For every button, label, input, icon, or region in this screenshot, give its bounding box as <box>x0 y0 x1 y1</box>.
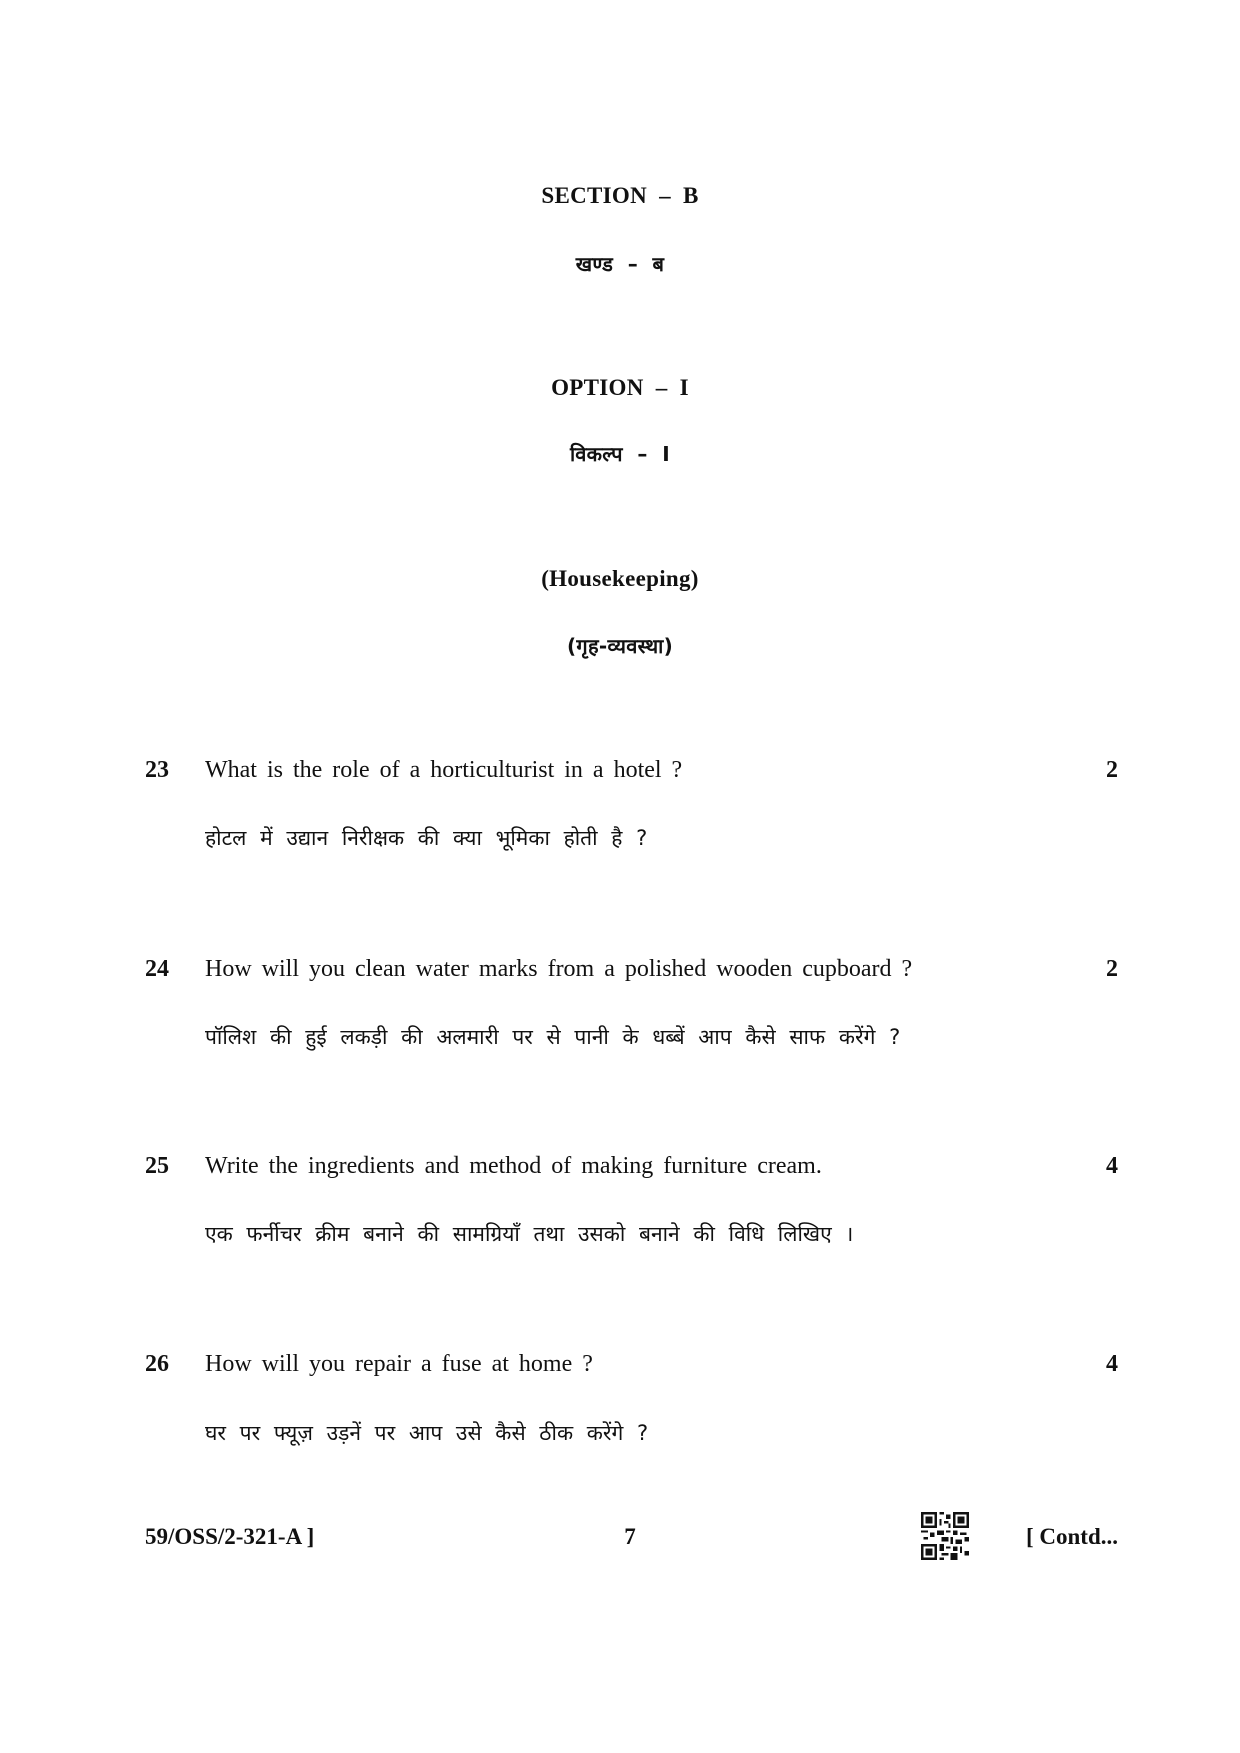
question-number: 23 <box>145 757 169 783</box>
question-number: 24 <box>145 956 169 982</box>
option-title-hindi: विकल्प – I <box>570 442 670 466</box>
question-number: 26 <box>145 1351 169 1377</box>
continued-label: [ Contd... <box>1025 1524 1118 1549</box>
option-title: OPTION – I <box>551 375 689 400</box>
section-title-hindi: खण्ड – ब <box>575 252 665 276</box>
question-text: How will you clean water marks from a polished wooden cupboard ? <box>205 956 913 982</box>
question-text-hindi: होटल में उद्यान निरीक्षक की क्या भूमिका होती है ? <box>205 826 648 850</box>
question-marks: 2 <box>1106 956 1118 982</box>
question-text-hindi: एक फर्नीचर क्रीम बनाने की सामग्रियाँ तथा उसको बनाने की विधि लिखिए । <box>205 1222 854 1246</box>
question-text: What is the role of a horticulturist in a hotel ? <box>205 757 683 783</box>
question-text: How will you repair a fuse at home ? <box>205 1351 593 1377</box>
question-marks: 4 <box>1106 1153 1118 1179</box>
question-text: Write the ingredients and method of making furniture cream. <box>205 1153 822 1179</box>
question-marks: 2 <box>1106 757 1118 783</box>
page-number: 7 <box>624 1524 636 1549</box>
qr-code-icon <box>921 1512 969 1560</box>
question-text-hindi: पॉलिश की हुई लकड़ी की अलमारी पर से पानी के धब्बें आप कैसे साफ करेंगे ? <box>205 1025 901 1049</box>
question-text-hindi: घर पर फ्यूज़ उड़नें पर आप उसे कैसे ठीक करेंगे ? <box>205 1421 649 1445</box>
section-title: SECTION – B <box>541 183 699 208</box>
subject-title: (Housekeeping) <box>541 566 699 591</box>
paper-code: 59/OSS/2-321-A ] <box>145 1524 315 1549</box>
subject-title-hindi: (गृह-व्यवस्था) <box>566 634 674 658</box>
question-number: 25 <box>145 1153 169 1179</box>
question-marks: 4 <box>1106 1351 1118 1377</box>
